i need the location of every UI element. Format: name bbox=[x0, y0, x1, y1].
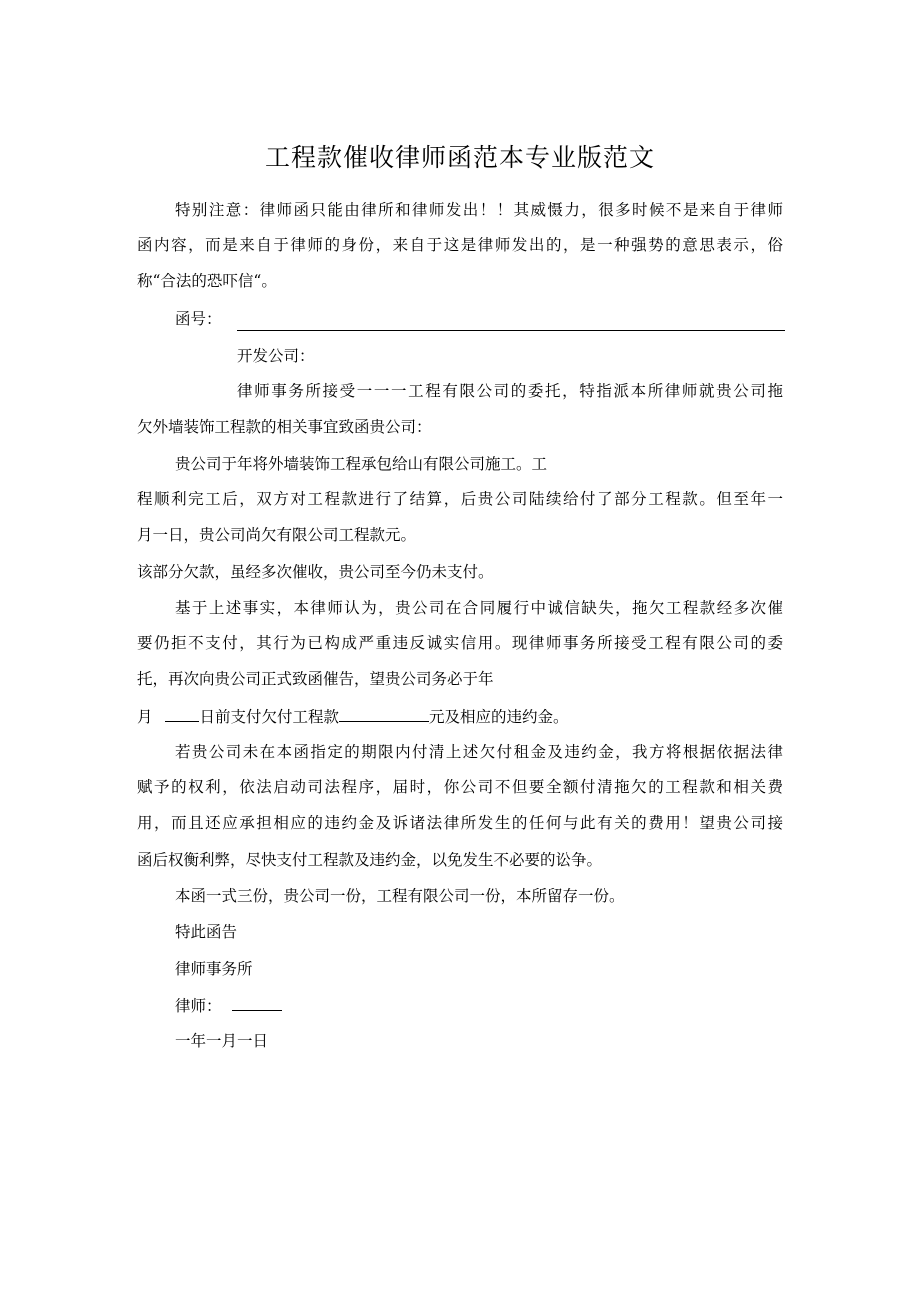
consequence-line-2: 赋予的权利，依法启动司法程序，届时，你公司不但要全额付清拖欠的工程款和相关费 bbox=[137, 778, 783, 796]
letter-number-label: 函号： bbox=[175, 310, 222, 328]
day-blank bbox=[165, 705, 199, 722]
facts-line-2: 程顺利完工后，双方对工程款进行了结算，后贵公司陆续给付了部分工程款。但至年一 bbox=[137, 490, 783, 508]
facts-line-1: 贵公司于年将外墙装饰工程承包给山有限公司施工。工 bbox=[175, 455, 548, 473]
document-title: 工程款催收律师函范本专业版范文 bbox=[264, 143, 655, 172]
signature-date: 一年一月一日 bbox=[175, 1032, 269, 1050]
consequence-line-1: 若贵公司未在本函指定的期限内付清上述欠付租金及违约金，我方将根据依据法律 bbox=[175, 743, 783, 761]
closing-statement: 特此函告 bbox=[175, 923, 238, 941]
consequence-line-3: 用，而且还应承担相应的违约金及诉诸法律所发生的任何与此有关的费用！望贵公司接 bbox=[137, 814, 783, 832]
notice-line-1: 特别注意：律师函只能由律所和律师发出！！其威慑力，很多时候不是来自于律师 bbox=[175, 201, 783, 219]
lawyer-label: 律师： bbox=[175, 997, 222, 1015]
demand-line-4 bbox=[137, 705, 568, 728]
letter-number-line bbox=[237, 330, 785, 331]
lawyer-signature bbox=[175, 994, 282, 1017]
demand-penalty-text: 元及相应的违约金。 bbox=[428, 708, 569, 726]
facts-line-4: 该部分欠款，虽经多次催收，贵公司至今仍未支付。 bbox=[137, 563, 494, 581]
lawyer-name-blank bbox=[232, 994, 282, 1011]
intro-line-2: 欠外墙装饰工程款的相关事宜致函贵公司： bbox=[137, 418, 432, 436]
notice-line-2: 函内容，而是来自于律师的身份，来自于这是律师发出的，是一种强势的意思表示，俗 bbox=[137, 236, 783, 254]
notice-line-3: 称“合法的恐吓信“。 bbox=[137, 272, 277, 290]
demand-month-label: 月 bbox=[137, 708, 153, 726]
intro-line-1: 律师事务所接受一一一工程有限公司的委托，特指派本所律师就贵公司拖 bbox=[237, 382, 783, 400]
law-firm-signature: 律师事务所 bbox=[175, 960, 253, 978]
demand-line-1: 基于上述事实，本律师认为，贵公司在合同履行中诚信缺失，拖欠工程款经多次催 bbox=[175, 599, 783, 617]
amount-blank bbox=[339, 705, 429, 722]
facts-line-3: 月一日，贵公司尚欠有限公司工程款元。 bbox=[137, 526, 417, 544]
demand-line-3: 托，再次向贵公司正式致函催告，望贵公司务必于年 bbox=[137, 670, 494, 688]
demand-line-2: 要仍拒不支付，其行为已构成严重违反诚实信用。现律师事务所接受工程有限公司的委 bbox=[137, 634, 783, 652]
demand-deadline-text: 日前支付欠付工程款 bbox=[199, 708, 339, 726]
copies-statement: 本函一式三份，贵公司一份，工程有限公司一份，本所留存一份。 bbox=[175, 887, 625, 905]
consequence-line-4: 函后权衡利弊，尽快支付工程款及违约金，以免发生不必要的讼争。 bbox=[137, 851, 603, 869]
addressee: 开发公司： bbox=[237, 347, 315, 365]
